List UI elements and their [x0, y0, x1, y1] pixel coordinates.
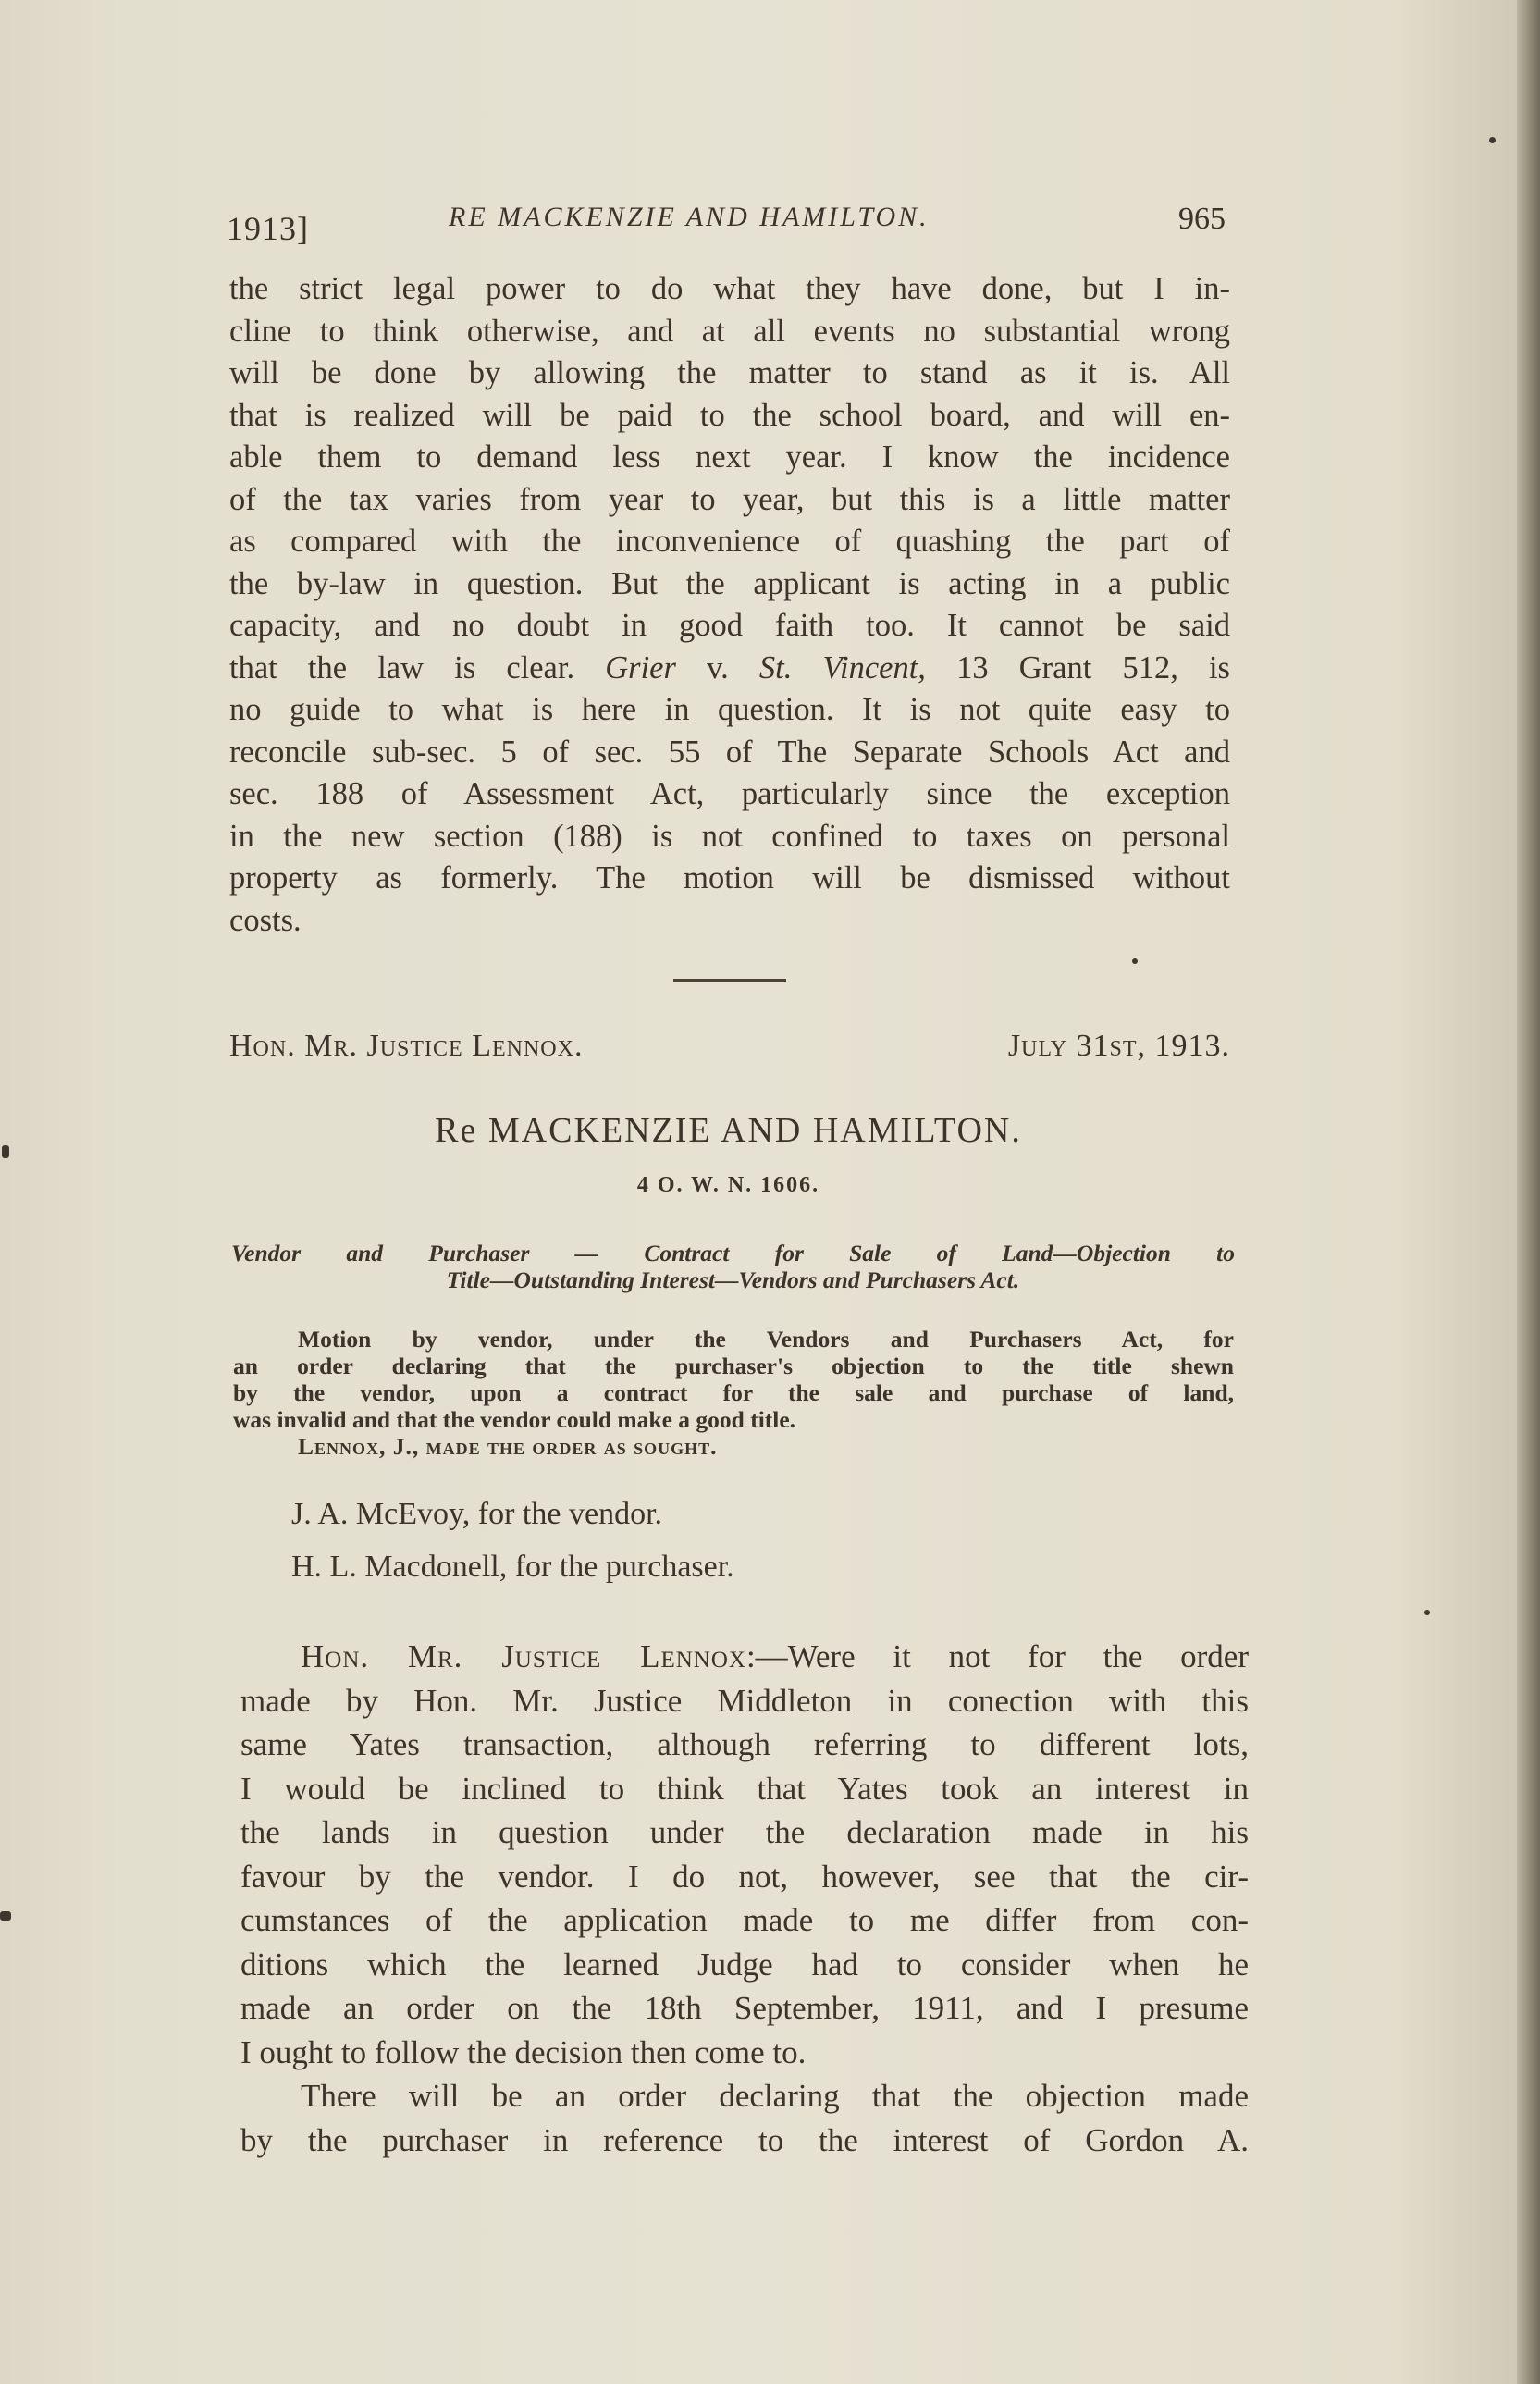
text-line: I ought to follow the decision then come to. — [240, 2033, 807, 2070]
case-summary — [233, 1326, 1234, 1460]
decision-date: July 31st, 1913. — [1007, 1029, 1230, 1063]
text-line: of the tax varies from year to year, but this is a little matter — [229, 481, 1230, 517]
case-title: Re MACKENZIE AND HAMILTON. — [435, 1111, 1022, 1150]
speaker-name: Hon. Mr. Justice Lennox — [301, 1638, 746, 1674]
running-header — [227, 196, 1226, 252]
case-party: St. Vincent, — [758, 649, 926, 686]
text-line-with-case-citation — [229, 648, 1230, 690]
paper-speck — [2, 1145, 9, 1158]
paragraph-continued — [229, 268, 1230, 942]
text-line: made an order on the 18th September, 1911, and I presume — [240, 1990, 1249, 2026]
text-line: reconcile sub-sec. 5 of sec. 55 of The Separate Schools Act and — [229, 734, 1230, 770]
running-title: RE MACKENZIE AND HAMILTON. — [449, 202, 930, 232]
summary-line: by the vendor, upon a contract for the sale and purchase of land, — [233, 1379, 1234, 1406]
text-line: I would be inclined to think that Yates took an interest in — [240, 1770, 1249, 1807]
text-line: There will be an order declaring that the objection made — [301, 2078, 1249, 2114]
summary-line: an order declaring that the purchaser's objection to the title shewn — [233, 1353, 1234, 1379]
text-line: ditions which the learned Judge had to consider when he — [240, 1945, 1249, 1983]
text-line: as compared with the inconvenience of quashing the part of — [229, 524, 1230, 559]
paper-speck — [1132, 958, 1138, 964]
text-line: property as formerly. The motion will be dismissed without — [229, 860, 1230, 896]
header-year: 1913] — [227, 210, 309, 247]
paper-speck — [1489, 137, 1496, 143]
text-fragment: :—Were it not for the order — [745, 1638, 1249, 1674]
summary-line: Motion by vendor, under the Vendors and Purchasers Act, for — [298, 1326, 1234, 1353]
headnote-line: Vendor and Purchaser — Contract for Sale of Land—Objection to — [231, 1240, 1235, 1266]
summary-line: was invalid and that the vendor could make a good title. — [233, 1406, 796, 1433]
text-line: that is realized will be paid to the school board, and will en- — [229, 397, 1230, 433]
summary-line: Lennox, J., made the order as sought. — [298, 1433, 718, 1460]
case-citation: 4 O. W. N. 1606. — [636, 1173, 820, 1197]
text-fragment: 13 Grant 512, is — [925, 649, 1230, 686]
judge-name: Hon. Mr. Justice Lennox. — [229, 1029, 584, 1063]
judgment-paragraph — [240, 1635, 1249, 2074]
text-line: the by-law in question. But the applicant is acting in a public — [229, 565, 1230, 601]
text-line: the lands in question under the declaration made in his — [240, 1814, 1249, 1850]
text-line: cumstances of the application made to me differ from con- — [240, 1902, 1249, 1938]
text-line: sec. 188 of Assessment Act, particularly since the exception — [229, 776, 1230, 811]
book-spine-edge — [1517, 0, 1540, 2384]
text-fragment: that the law is clear. — [229, 649, 606, 686]
text-line: capacity, and no doubt in good faith too. It cannot be said — [229, 608, 1230, 643]
text-line: by the purchaser in reference to the interest of Gordon A. — [240, 2121, 1249, 2158]
judgment-opening-line — [240, 1635, 1249, 1679]
order-paragraph — [240, 2074, 1249, 2162]
counsel-purchaser: H. L. Macdonell, for the purchaser. — [291, 1550, 734, 1584]
text-line: able them to demand less next year. I know the incidence — [229, 439, 1230, 475]
section-divider — [673, 979, 786, 982]
counsel-vendor: J. A. McEvoy, for the vendor. — [291, 1497, 663, 1531]
text-line: the strict legal power to do what they have done, but I in- — [229, 271, 1230, 306]
text-line: in the new section (188) is not confined to taxes on personal — [229, 818, 1230, 854]
page-number: 965 — [1178, 202, 1226, 236]
headnote — [231, 1240, 1235, 1293]
text-line: cline to think otherwise, and at all events no substantial wrong — [229, 313, 1230, 349]
headnote-line: Title—Outstanding Interest—Vendors and Purchasers Act. — [446, 1266, 1020, 1293]
text-line: favour by the vendor. I do not, however, see that the cir- — [240, 1858, 1249, 1895]
text-line: no guide to what is here in question. It is not quite easy to — [229, 692, 1230, 727]
paper-speck — [1424, 1610, 1430, 1615]
text-line: will be done by allowing the matter to stand as it is. All — [229, 355, 1230, 390]
paper-speck — [0, 1911, 11, 1921]
case-party: Grier — [605, 649, 676, 686]
text-line: made by Hon. Mr. Justice Middleton in conection with this — [240, 1682, 1249, 1719]
text-line: same Yates transaction, although referring to different lots, — [240, 1726, 1249, 1762]
text-line: costs. — [229, 902, 302, 938]
text-fragment: v. — [675, 649, 759, 686]
